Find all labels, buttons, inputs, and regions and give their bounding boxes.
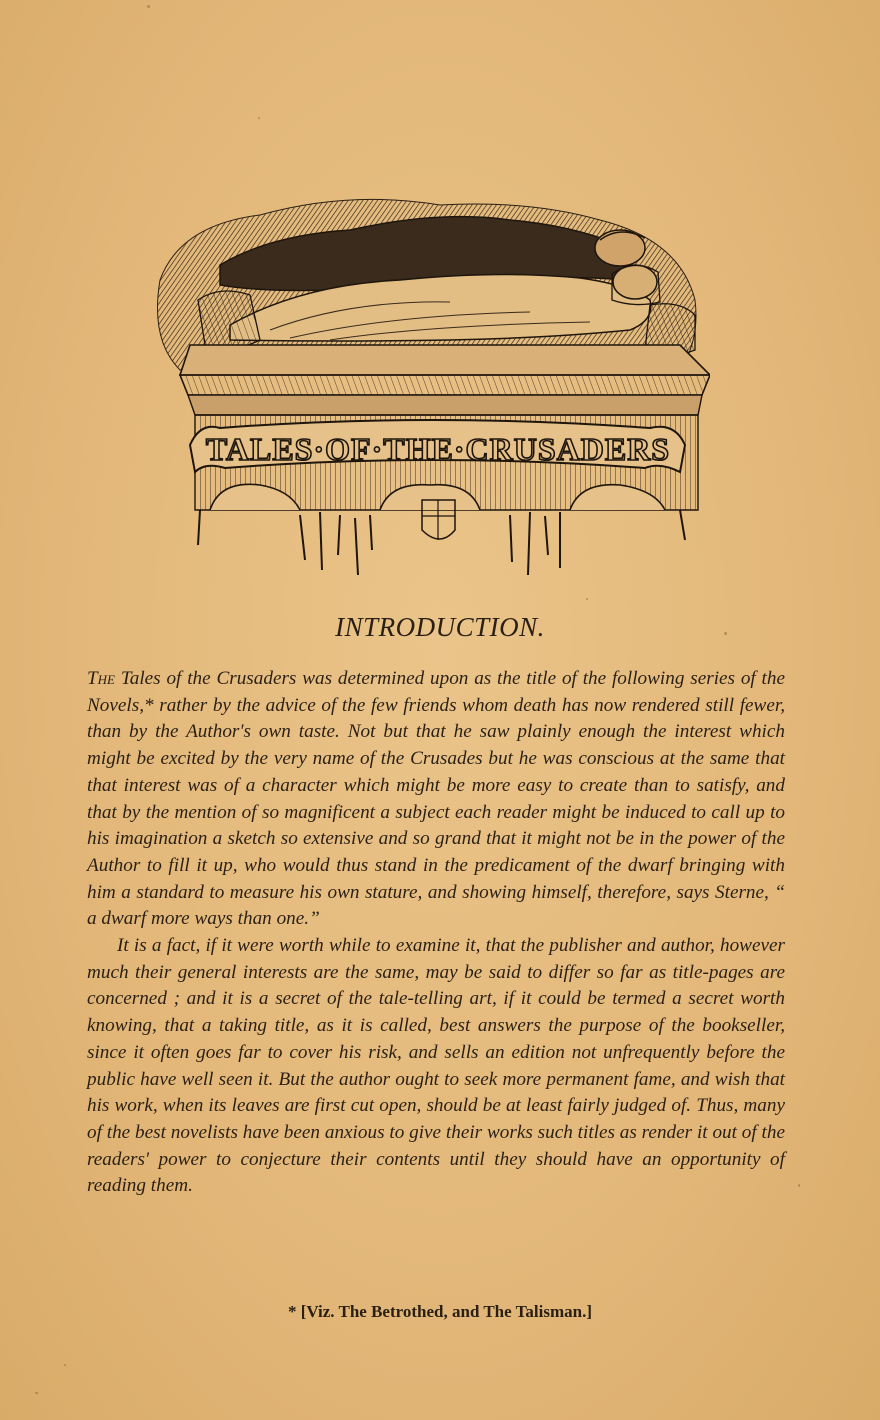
tomb-effigy-icon (150, 190, 710, 590)
paper-speck (798, 1184, 800, 1187)
tomb-effigy-vignette (150, 190, 710, 590)
paragraph-1-text: Tales of the Crusaders was determined upon as the title of the following series of the Novels,* rather by the advice of the few friends whom death has now rendered still fewer, than by the Author's own taste. Not but that he saw plainly enough the interest which might be excited by the very name of the Crusades but he was conscious at the same that that interest was of a character which might be more easy to create than to satisfy, and that by the mention of so magnificent a subject each reader might be induced to call up to his imagination a sketch so extensive and so grand that it might not be in the power of the Author to fill it up, who would thus stand in the predicament of the dwarf bringing with him a standard to measure his own stature, and showing himself, therefore, says Sterne, “ a dwarf more ways than one.” (87, 668, 786, 930)
footnote: * [Viz. The Betrothed, and The Talisman.] (287, 1302, 592, 1321)
introduction-body (87, 666, 785, 1200)
paragraph-2: It is a fact, if it were worth while to examine it, that the publisher and author, however much their general interests are the same, may be said to differ so far as title-pages are concerned ; and it is a secret of the tale-telling art, if it could be termed a secret worth knowing, that a taking title, as it is called, best answers the purpose of the bookseller, since it often goes far to cover his risk, and sells an edition not unfrequently before the public have well seen it. But the author ought to seek more permanent fame, and wish that his work, when its leaves are first cut open, should be at least fairly judged of. Thus, many of the best novelists have been anxious to give their works such titles as render it out of the readers' power to conjecture their contents until they should have an opportunity of reading them. (87, 935, 785, 1197)
paper-speck (64, 1364, 66, 1366)
paper-speck (258, 117, 260, 119)
paper-speck (147, 5, 150, 8)
paper-speck (35, 1392, 38, 1394)
paragraph-1 (87, 666, 785, 933)
banner-title: TALES·OF·THE·CRUSADERS (205, 431, 671, 467)
page-title: INTRODUCTION. (335, 612, 545, 642)
paper-speck (586, 598, 588, 600)
paragraph-1-first-word: The (87, 668, 116, 689)
